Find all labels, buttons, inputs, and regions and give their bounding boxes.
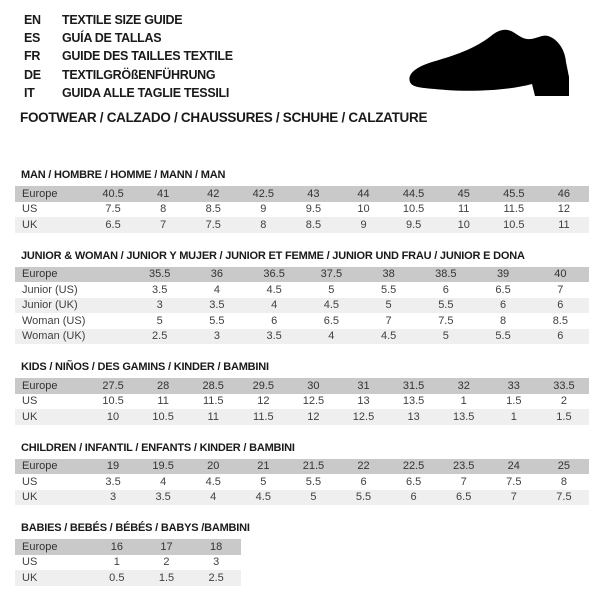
size-cell: 27.5 — [102, 379, 124, 392]
size-cell: 42.5 — [252, 187, 275, 200]
size-cell: 4 — [160, 475, 167, 488]
size-cell: 5.5 — [355, 491, 372, 504]
size-cell: 5 — [260, 475, 267, 488]
size-cell: 40.5 — [102, 187, 124, 200]
size-cell: 35.5 — [148, 268, 171, 281]
size-cell: 11.5 — [202, 395, 224, 408]
table-row — [15, 409, 589, 425]
size-cell: 10 — [106, 410, 120, 423]
row-label: US — [22, 556, 38, 569]
size-cell: 10.5 — [402, 203, 425, 216]
size-cell: 4.5 — [380, 330, 397, 343]
size-grid-kids — [15, 378, 589, 425]
size-cell: 13 — [407, 410, 420, 423]
size-cell: 9.5 — [305, 203, 322, 216]
size-cell: 31 — [357, 379, 370, 392]
size-cell: 8.5 — [205, 203, 221, 216]
language-label: GUIDE DES TAILLES TEXTILE — [62, 49, 233, 64]
row-label: UK — [22, 218, 38, 231]
size-cell: 5 — [156, 314, 163, 327]
table-row — [15, 313, 589, 329]
table-row — [15, 298, 589, 314]
size-cell: 12 — [307, 410, 320, 423]
language-code: IT — [24, 85, 35, 100]
size-cell: 6.5 — [323, 314, 340, 327]
size-cell: 6 — [557, 330, 564, 343]
table-header-row — [15, 539, 241, 555]
size-cell: 38.5 — [435, 268, 457, 281]
size-cell: 7.5 — [105, 203, 121, 216]
size-cell: 1 — [460, 395, 467, 408]
size-cell: 6 — [360, 475, 367, 488]
size-cell: 33.5 — [553, 379, 575, 392]
dress-shoe-icon — [396, 22, 586, 107]
row-label: UK — [22, 410, 38, 423]
size-cell: 4.5 — [255, 491, 271, 504]
category-title: FOOTWEAR / CALZADO / CHAUSSURES / SCHUHE / CALZATURE — [20, 110, 428, 126]
size-cell: 1 — [510, 410, 517, 423]
size-cell: 7.5 — [438, 314, 454, 327]
row-label: US — [22, 475, 38, 488]
size-cell: 8 — [560, 475, 567, 488]
row-label: Woman (UK) — [22, 330, 86, 343]
size-cell: 30 — [307, 379, 320, 392]
size-cell: 3 — [213, 556, 220, 569]
size-cell: 11 — [157, 395, 169, 408]
size-grid-man — [15, 186, 589, 233]
size-cell: 41 — [157, 187, 170, 200]
language-label: GUIDA ALLE TAGLIE TESSILI — [62, 85, 230, 100]
size-cell: 6 — [500, 299, 507, 312]
size-cell: 6.5 — [495, 283, 511, 296]
size-cell: 2 — [560, 395, 567, 408]
size-cell: 3 — [156, 299, 163, 312]
size-cell: 5 — [328, 283, 335, 296]
size-cell: 32 — [457, 379, 470, 392]
size-cell: 4.5 — [266, 283, 282, 296]
size-table-children — [15, 442, 589, 506]
size-cell: 8 — [160, 203, 167, 216]
size-cell: 9 — [260, 203, 267, 216]
row-label: US — [22, 395, 38, 408]
table-header-row — [15, 186, 589, 202]
size-cell: 28.5 — [202, 379, 224, 392]
size-table-babies — [15, 522, 589, 586]
size-cell: 2 — [163, 556, 170, 569]
size-cell: 9.5 — [405, 218, 422, 231]
size-table-junior-woman — [15, 250, 589, 345]
table-header-row — [15, 378, 589, 394]
language-code: DE — [24, 67, 41, 82]
size-cell: 4.5 — [205, 475, 221, 488]
language-code: FR — [24, 49, 41, 64]
size-cell: 5.5 — [438, 299, 454, 312]
size-cell: 36 — [210, 268, 224, 281]
size-cell: 3.5 — [155, 491, 171, 504]
size-cell: 23.5 — [452, 460, 475, 473]
language-code: EN — [24, 13, 41, 27]
size-cell: 13.5 — [402, 395, 425, 408]
size-cell: 10 — [357, 203, 370, 216]
size-cell: 29.5 — [252, 379, 275, 392]
size-cell: 43 — [307, 187, 320, 200]
size-cell: 3.5 — [266, 330, 282, 343]
size-cell: 6.5 — [456, 491, 472, 504]
size-cell: 2.5 — [152, 330, 168, 343]
size-cell: 38 — [382, 268, 395, 281]
size-cell: 6.5 — [105, 218, 121, 231]
language-code: ES — [24, 31, 41, 46]
size-cell: 22.5 — [402, 460, 425, 473]
language-label: TEXTILGRÖßENFÜHRUNG — [62, 67, 216, 82]
table-row — [15, 282, 589, 298]
size-cell: 2.5 — [208, 571, 224, 584]
size-cell: 20 — [207, 460, 220, 473]
size-cell: 7.5 — [556, 491, 572, 504]
row-label: Junior (UK) — [22, 299, 78, 312]
size-cell: 1.5 — [556, 410, 572, 423]
size-cell: 36.5 — [263, 268, 285, 281]
size-cell: 4 — [210, 491, 217, 504]
row-label: Europe — [22, 540, 58, 553]
size-cell: 45 — [457, 187, 470, 200]
size-cell: 5.5 — [305, 475, 322, 488]
size-cell: 16 — [110, 540, 123, 553]
size-cell: 21 — [257, 460, 270, 473]
size-grid-babies — [15, 539, 241, 586]
size-cell: 45.5 — [503, 187, 525, 200]
table-title-babies: BABIES / BEBÉS / BÉBÉS / BABYS /BAMBINI — [21, 522, 250, 535]
size-cell: 10.5 — [102, 395, 124, 408]
size-table-man — [15, 169, 589, 233]
size-cell: 4.5 — [323, 299, 340, 312]
size-grid-children — [15, 459, 589, 506]
size-cell: 12.5 — [352, 410, 375, 423]
size-cell: 13.5 — [452, 410, 475, 423]
size-cell: 12 — [257, 395, 270, 408]
size-cell: 21.5 — [302, 460, 325, 473]
size-cell: 44.5 — [402, 187, 425, 200]
table-header-row — [15, 267, 589, 283]
size-cell: 5.5 — [380, 283, 397, 296]
size-cell: 3.5 — [152, 283, 168, 296]
size-cell: 12.5 — [302, 395, 325, 408]
size-cell: 31.5 — [402, 379, 425, 392]
size-cell: 5 — [442, 330, 449, 343]
size-cell: 4 — [271, 299, 278, 312]
size-cell: 22 — [357, 460, 370, 473]
size-cell: 10.5 — [152, 410, 174, 423]
size-cell: 6 — [271, 314, 278, 327]
table-title-junior-woman: JUNIOR & WOMAN / JUNIOR Y MUJER / JUNIOR ET FEMME / JUNIOR UND FRAU / JUNIOR E DONA — [21, 249, 525, 262]
size-cell: 8 — [260, 218, 267, 231]
size-cell: 7 — [160, 218, 167, 231]
table-header-row — [15, 459, 589, 475]
size-cell: 7.5 — [205, 218, 221, 231]
size-cell: 0.5 — [109, 571, 125, 584]
size-grid-junior-woman — [15, 267, 589, 345]
size-cell: 33 — [507, 379, 520, 392]
size-cell: 42 — [207, 187, 220, 200]
size-cell: 4 — [213, 283, 220, 296]
size-cell: 12 — [557, 203, 571, 216]
row-label: Europe — [22, 379, 58, 392]
size-cell: 37.5 — [320, 268, 343, 281]
size-cell: 9 — [360, 218, 367, 231]
size-cell: 19 — [106, 460, 120, 473]
size-cell: 6 — [557, 299, 564, 312]
table-row — [15, 490, 589, 506]
size-cell: 44 — [357, 187, 370, 200]
table-row — [15, 474, 589, 490]
size-cell: 6.5 — [405, 475, 422, 488]
row-label: Europe — [22, 268, 58, 281]
size-cell: 7 — [385, 314, 392, 327]
size-cell: 24 — [507, 460, 520, 473]
size-cell: 3 — [213, 330, 220, 343]
size-cell: 1.5 — [506, 395, 522, 408]
size-cell: 8.5 — [305, 218, 322, 231]
size-cell: 4 — [328, 330, 335, 343]
size-cell: 1 — [113, 556, 120, 569]
size-cell: 13 — [357, 395, 370, 408]
language-label: TEXTILE SIZE GUIDE — [62, 13, 183, 27]
row-label: UK — [22, 491, 38, 504]
row-label: US — [22, 203, 38, 216]
row-label: Europe — [22, 460, 58, 473]
size-cell: 25 — [557, 460, 571, 473]
row-label: Woman (US) — [22, 314, 86, 327]
row-label: Europe — [22, 187, 58, 200]
size-cell: 6 — [442, 283, 449, 296]
size-cell: 10 — [457, 218, 470, 231]
size-cell: 18 — [210, 540, 223, 553]
size-cell: 17 — [160, 540, 173, 553]
size-cell: 5 — [310, 491, 317, 504]
table-row — [15, 394, 589, 410]
size-cell: 10.5 — [503, 218, 525, 231]
size-cell: 3 — [109, 491, 117, 504]
size-cell: 8 — [500, 314, 507, 327]
table-row — [15, 570, 241, 586]
table-title-man: MAN / HOMBRE / HOMME / MANN / MAN — [21, 169, 226, 182]
size-cell: 11 — [207, 410, 219, 423]
language-label: GUÍA DE TALLAS — [62, 31, 162, 46]
table-row — [15, 217, 589, 233]
size-cell: 3.5 — [105, 475, 121, 488]
size-cell: 11 — [457, 203, 470, 216]
size-cell: 11 — [558, 218, 570, 231]
row-label: UK — [22, 571, 38, 584]
size-tables — [15, 169, 589, 586]
size-cell: 7 — [557, 283, 564, 296]
size-cell: 39 — [496, 268, 510, 281]
size-cell: 19.5 — [152, 460, 174, 473]
size-cell: 5.5 — [495, 330, 511, 343]
size-cell: 40 — [554, 268, 567, 281]
size-cell: 7 — [460, 475, 467, 488]
size-cell: 7 — [510, 491, 517, 504]
size-cell: 5.5 — [209, 314, 225, 327]
size-cell: 7.5 — [506, 475, 522, 488]
size-cell: 28 — [157, 379, 170, 392]
row-label: Junior (US) — [22, 283, 78, 296]
size-cell: 8.5 — [552, 314, 568, 327]
size-cell: 6 — [410, 491, 417, 504]
table-title-children: CHILDREN / INFANTIL / ENFANTS / KINDER / BAMBINI — [21, 441, 295, 454]
table-row — [15, 202, 589, 218]
table-row — [15, 555, 241, 571]
table-row — [15, 329, 589, 345]
size-cell: 3.5 — [209, 299, 225, 312]
size-cell: 5 — [385, 299, 392, 312]
size-table-kids — [15, 361, 589, 425]
size-cell: 11.5 — [503, 203, 525, 216]
table-title-kids: KIDS / NIÑOS / DES GAMINS / KINDER / BAMBINI — [21, 361, 269, 374]
size-cell: 11.5 — [253, 410, 274, 423]
size-cell: 1.5 — [158, 571, 175, 584]
size-cell: 46 — [557, 187, 571, 200]
